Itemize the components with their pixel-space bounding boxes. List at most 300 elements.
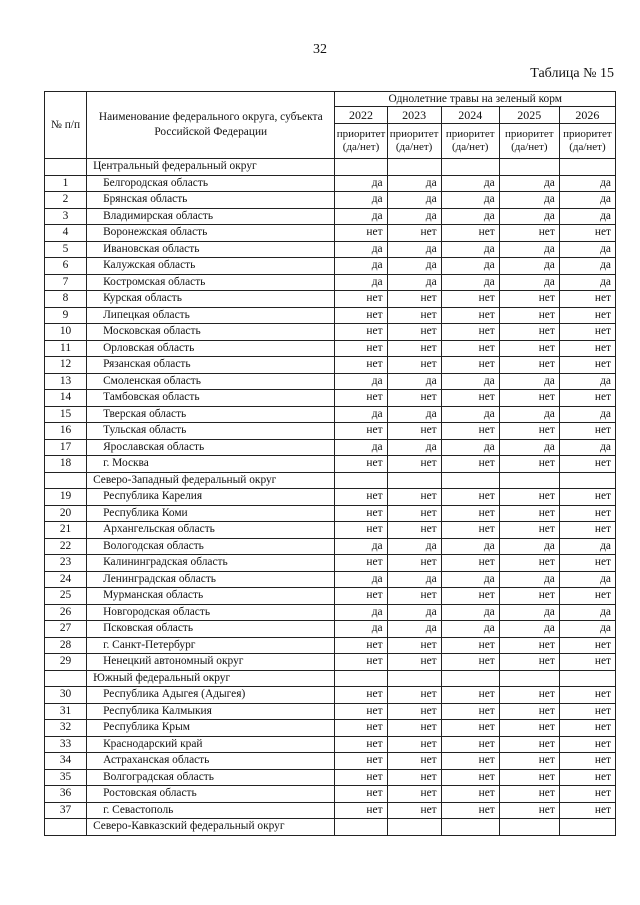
priority-value: нет — [441, 307, 499, 324]
district-empty-cell — [387, 819, 441, 836]
priority-value: да — [441, 604, 499, 621]
priority-value: нет — [499, 522, 559, 539]
priority-value: нет — [499, 720, 559, 737]
table-row — [45, 241, 616, 258]
priority-value: нет — [499, 505, 559, 522]
priority-value: да — [499, 208, 559, 225]
row-number: 10 — [45, 324, 87, 341]
priority-value: да — [499, 571, 559, 588]
table-row — [45, 192, 616, 209]
header-priority: приоритет (да/нет) — [335, 124, 387, 159]
row-number: 35 — [45, 769, 87, 786]
priority-value: нет — [387, 357, 441, 374]
region-name: Владимирская область — [87, 208, 335, 225]
table-row — [45, 406, 616, 423]
priority-value: нет — [559, 390, 615, 407]
priority-value: да — [499, 538, 559, 555]
priority-value: нет — [441, 291, 499, 308]
priority-value: нет — [499, 753, 559, 770]
priority-value: нет — [387, 637, 441, 654]
priority-value: нет — [499, 324, 559, 341]
priority-value: нет — [499, 489, 559, 506]
priority-table — [44, 91, 616, 836]
priority-value: нет — [441, 769, 499, 786]
district-empty-cell — [441, 819, 499, 836]
row-number: 1 — [45, 175, 87, 192]
district-name: Северо-Западный федеральный округ — [87, 472, 335, 489]
priority-value: нет — [335, 736, 387, 753]
priority-value: нет — [441, 225, 499, 242]
priority-value: нет — [441, 588, 499, 605]
row-number: 4 — [45, 225, 87, 242]
priority-value: нет — [335, 753, 387, 770]
row-number: 13 — [45, 373, 87, 390]
priority-value: нет — [387, 489, 441, 506]
priority-value: да — [441, 571, 499, 588]
row-number: 16 — [45, 423, 87, 440]
region-name: Белгородская область — [87, 175, 335, 192]
priority-value: да — [499, 373, 559, 390]
priority-value: нет — [499, 390, 559, 407]
region-name: Брянская область — [87, 192, 335, 209]
priority-value: нет — [441, 687, 499, 704]
priority-value: да — [387, 571, 441, 588]
district-row — [45, 159, 616, 176]
priority-value: да — [499, 192, 559, 209]
priority-value: да — [335, 621, 387, 638]
row-number: 18 — [45, 456, 87, 473]
priority-value: да — [559, 258, 615, 275]
district-empty-cell — [499, 159, 559, 176]
row-number: 27 — [45, 621, 87, 638]
region-name: Московская область — [87, 324, 335, 341]
priority-value: нет — [387, 687, 441, 704]
priority-value: да — [559, 571, 615, 588]
priority-value: нет — [559, 753, 615, 770]
table-label: Таблица № 15 — [530, 66, 614, 81]
priority-value: нет — [499, 555, 559, 572]
region-name: Тульская область — [87, 423, 335, 440]
table-row — [45, 357, 616, 374]
table-row — [45, 522, 616, 539]
region-name: Республика Калмыкия — [87, 703, 335, 720]
priority-value: нет — [335, 720, 387, 737]
priority-value: да — [559, 241, 615, 258]
region-name: Калужская область — [87, 258, 335, 275]
region-name: Калининградская область — [87, 555, 335, 572]
row-number: 2 — [45, 192, 87, 209]
priority-value: нет — [335, 637, 387, 654]
priority-value: да — [499, 241, 559, 258]
priority-value: да — [559, 208, 615, 225]
priority-value: да — [335, 258, 387, 275]
priority-value: да — [387, 538, 441, 555]
region-name: Костромская область — [87, 274, 335, 291]
region-name: Мурманская область — [87, 588, 335, 605]
row-number: 11 — [45, 340, 87, 357]
region-name: Республика Крым — [87, 720, 335, 737]
priority-value: нет — [499, 802, 559, 819]
priority-value: нет — [335, 555, 387, 572]
district-empty-cell — [335, 159, 387, 176]
priority-value: нет — [387, 324, 441, 341]
priority-value: нет — [335, 802, 387, 819]
priority-value: нет — [335, 786, 387, 803]
header-year: 2024 — [441, 107, 499, 124]
priority-value: да — [499, 175, 559, 192]
region-name: Вологодская область — [87, 538, 335, 555]
table-row — [45, 604, 616, 621]
table-row — [45, 588, 616, 605]
region-name: Новгородская область — [87, 604, 335, 621]
table-body — [45, 159, 616, 836]
priority-value: да — [335, 175, 387, 192]
priority-value: да — [559, 175, 615, 192]
district-empty-cell — [559, 472, 615, 489]
priority-value: нет — [559, 703, 615, 720]
priority-value: нет — [559, 456, 615, 473]
table-row — [45, 390, 616, 407]
row-number: 6 — [45, 258, 87, 275]
priority-value: нет — [499, 456, 559, 473]
priority-value: нет — [387, 225, 441, 242]
table-row — [45, 439, 616, 456]
priority-value: да — [335, 439, 387, 456]
priority-value: да — [499, 406, 559, 423]
row-number: 31 — [45, 703, 87, 720]
priority-value: да — [335, 604, 387, 621]
priority-value: нет — [441, 324, 499, 341]
priority-value: нет — [387, 456, 441, 473]
region-name: Смоленская область — [87, 373, 335, 390]
priority-value: нет — [559, 555, 615, 572]
priority-value: нет — [387, 786, 441, 803]
priority-value: нет — [387, 720, 441, 737]
priority-value: нет — [335, 687, 387, 704]
priority-value: нет — [441, 489, 499, 506]
priority-value: да — [441, 175, 499, 192]
row-number: 22 — [45, 538, 87, 555]
priority-value: да — [441, 439, 499, 456]
region-name: Тамбовская область — [87, 390, 335, 407]
district-name: Северо-Кавказский федеральный округ — [87, 819, 335, 836]
priority-value: нет — [559, 720, 615, 737]
priority-value: да — [335, 192, 387, 209]
row-number: 14 — [45, 390, 87, 407]
row-number: 37 — [45, 802, 87, 819]
priority-value: нет — [499, 588, 559, 605]
priority-value: да — [387, 258, 441, 275]
table-row — [45, 274, 616, 291]
priority-value: нет — [387, 703, 441, 720]
region-name: Республика Карелия — [87, 489, 335, 506]
priority-value: нет — [499, 637, 559, 654]
priority-value: нет — [559, 505, 615, 522]
priority-value: нет — [559, 522, 615, 539]
district-name: Центральный федеральный округ — [87, 159, 335, 176]
table-row — [45, 621, 616, 638]
priority-value: нет — [441, 423, 499, 440]
header-name: Наименование федерального округа, субъекта Российской Федерации — [87, 92, 335, 159]
priority-value: да — [335, 274, 387, 291]
priority-value: да — [387, 439, 441, 456]
priority-value: нет — [387, 291, 441, 308]
region-name: Республика Коми — [87, 505, 335, 522]
priority-value: нет — [335, 489, 387, 506]
region-name: Астраханская область — [87, 753, 335, 770]
priority-value: нет — [441, 555, 499, 572]
priority-value: да — [499, 258, 559, 275]
table-row — [45, 736, 616, 753]
priority-value: да — [335, 241, 387, 258]
row-number: 8 — [45, 291, 87, 308]
priority-value: да — [441, 208, 499, 225]
table-row — [45, 489, 616, 506]
region-name: Республика Адыгея (Адыгея) — [87, 687, 335, 704]
table-row — [45, 258, 616, 275]
region-name: Воронежская область — [87, 225, 335, 242]
header-priority: приоритет (да/нет) — [441, 124, 499, 159]
header-group: Однолетние травы на зеленый корм — [335, 92, 616, 107]
district-empty-cell — [387, 472, 441, 489]
region-name: г. Севастополь — [87, 802, 335, 819]
region-name: Псковская область — [87, 621, 335, 638]
region-name: Краснодарский край — [87, 736, 335, 753]
table-row — [45, 324, 616, 341]
priority-value: нет — [441, 720, 499, 737]
priority-value: нет — [335, 225, 387, 242]
priority-value: нет — [387, 769, 441, 786]
priority-value: нет — [387, 423, 441, 440]
priority-value: да — [387, 241, 441, 258]
district-empty-cell — [335, 670, 387, 687]
region-name: Ненецкий автономный округ — [87, 654, 335, 671]
row-number: 24 — [45, 571, 87, 588]
district-empty-cell — [387, 159, 441, 176]
priority-value: нет — [335, 307, 387, 324]
priority-value: да — [387, 274, 441, 291]
priority-value: нет — [499, 769, 559, 786]
row-number: 9 — [45, 307, 87, 324]
priority-value: нет — [387, 736, 441, 753]
row-number: 7 — [45, 274, 87, 291]
region-name: Ленинградская область — [87, 571, 335, 588]
priority-value: нет — [559, 654, 615, 671]
row-number: 17 — [45, 439, 87, 456]
priority-value: нет — [441, 637, 499, 654]
priority-value: нет — [441, 357, 499, 374]
priority-value: да — [441, 538, 499, 555]
priority-value: да — [559, 406, 615, 423]
priority-value: нет — [499, 340, 559, 357]
row-number: 5 — [45, 241, 87, 258]
header-year: 2026 — [559, 107, 615, 124]
table-row — [45, 505, 616, 522]
priority-value: да — [499, 274, 559, 291]
priority-value: нет — [335, 357, 387, 374]
priority-value: нет — [335, 522, 387, 539]
priority-value: да — [387, 175, 441, 192]
priority-value: да — [335, 538, 387, 555]
priority-value: да — [499, 604, 559, 621]
region-name: Рязанская область — [87, 357, 335, 374]
table-row — [45, 225, 616, 242]
row-number: 33 — [45, 736, 87, 753]
header-priority: приоритет (да/нет) — [387, 124, 441, 159]
row-number: 34 — [45, 753, 87, 770]
priority-value: да — [441, 406, 499, 423]
region-name: г. Москва — [87, 456, 335, 473]
priority-value: да — [441, 241, 499, 258]
priority-value: нет — [499, 786, 559, 803]
priority-value: нет — [335, 324, 387, 341]
priority-value: нет — [559, 357, 615, 374]
priority-value: нет — [441, 390, 499, 407]
priority-value: да — [335, 373, 387, 390]
district-num-cell — [45, 819, 87, 836]
table-row — [45, 555, 616, 572]
priority-value: нет — [387, 555, 441, 572]
district-num-cell — [45, 472, 87, 489]
priority-value: нет — [335, 390, 387, 407]
priority-value: нет — [441, 505, 499, 522]
priority-value: нет — [559, 340, 615, 357]
priority-value: нет — [387, 307, 441, 324]
priority-value: да — [559, 621, 615, 638]
priority-value: нет — [387, 505, 441, 522]
priority-value: нет — [387, 390, 441, 407]
row-number: 32 — [45, 720, 87, 737]
district-row — [45, 670, 616, 687]
priority-value: нет — [335, 291, 387, 308]
priority-value: нет — [335, 456, 387, 473]
priority-value: нет — [559, 307, 615, 324]
page-number: 32 — [313, 42, 327, 57]
priority-value: нет — [499, 703, 559, 720]
district-empty-cell — [387, 670, 441, 687]
priority-value: нет — [387, 588, 441, 605]
district-empty-cell — [441, 159, 499, 176]
row-number: 15 — [45, 406, 87, 423]
priority-value: нет — [387, 340, 441, 357]
table-row — [45, 753, 616, 770]
header-priority: приоритет (да/нет) — [499, 124, 559, 159]
priority-value: нет — [499, 687, 559, 704]
table-row — [45, 637, 616, 654]
priority-value: да — [559, 604, 615, 621]
table-row — [45, 687, 616, 704]
district-empty-cell — [335, 472, 387, 489]
district-empty-cell — [499, 819, 559, 836]
priority-value: да — [559, 373, 615, 390]
priority-value: нет — [441, 703, 499, 720]
row-number: 20 — [45, 505, 87, 522]
priority-value: нет — [559, 637, 615, 654]
priority-value: нет — [441, 654, 499, 671]
priority-value: нет — [559, 423, 615, 440]
table-row — [45, 802, 616, 819]
row-number: 28 — [45, 637, 87, 654]
priority-value: нет — [441, 340, 499, 357]
table-row — [45, 291, 616, 308]
priority-value: нет — [387, 654, 441, 671]
priority-value: нет — [499, 423, 559, 440]
priority-value: да — [559, 439, 615, 456]
row-number: 3 — [45, 208, 87, 225]
district-empty-cell — [499, 472, 559, 489]
header-priority: приоритет (да/нет) — [559, 124, 615, 159]
priority-value: нет — [559, 225, 615, 242]
header-year: 2022 — [335, 107, 387, 124]
priority-value: нет — [441, 753, 499, 770]
priority-value: нет — [559, 588, 615, 605]
priority-value: да — [559, 274, 615, 291]
table-row — [45, 456, 616, 473]
priority-value: нет — [335, 423, 387, 440]
district-row — [45, 819, 616, 836]
priority-value: нет — [335, 769, 387, 786]
priority-value: да — [441, 192, 499, 209]
header-num: № п/п — [45, 92, 87, 159]
region-name: Орловская область — [87, 340, 335, 357]
row-number: 23 — [45, 555, 87, 572]
priority-value: нет — [559, 786, 615, 803]
row-number: 29 — [45, 654, 87, 671]
table-row — [45, 538, 616, 555]
priority-value: нет — [335, 588, 387, 605]
priority-value: да — [387, 192, 441, 209]
priority-value: нет — [499, 307, 559, 324]
region-name: Архангельская область — [87, 522, 335, 539]
priority-value: нет — [441, 456, 499, 473]
priority-value: нет — [559, 489, 615, 506]
region-name: Липецкая область — [87, 307, 335, 324]
priority-value: нет — [441, 786, 499, 803]
priority-value: нет — [441, 736, 499, 753]
region-name: г. Санкт-Петербург — [87, 637, 335, 654]
priority-value: да — [499, 621, 559, 638]
priority-value: да — [387, 604, 441, 621]
priority-value: нет — [499, 225, 559, 242]
row-number: 21 — [45, 522, 87, 539]
row-number: 26 — [45, 604, 87, 621]
priority-value: нет — [499, 736, 559, 753]
priority-value: да — [335, 406, 387, 423]
priority-value: нет — [335, 654, 387, 671]
district-empty-cell — [559, 159, 615, 176]
table-row — [45, 786, 616, 803]
priority-value: нет — [499, 654, 559, 671]
district-empty-cell — [441, 670, 499, 687]
priority-value: нет — [387, 802, 441, 819]
priority-value: да — [499, 439, 559, 456]
priority-value: нет — [559, 736, 615, 753]
table-row — [45, 571, 616, 588]
region-name: Волгоградская область — [87, 769, 335, 786]
district-empty-cell — [559, 670, 615, 687]
district-empty-cell — [335, 819, 387, 836]
district-empty-cell — [441, 472, 499, 489]
priority-value: нет — [499, 357, 559, 374]
region-name: Ростовская область — [87, 786, 335, 803]
header-year: 2023 — [387, 107, 441, 124]
table-row — [45, 720, 616, 737]
table-row — [45, 423, 616, 440]
row-number: 12 — [45, 357, 87, 374]
region-name: Ивановская область — [87, 241, 335, 258]
row-number: 19 — [45, 489, 87, 506]
table-row — [45, 654, 616, 671]
